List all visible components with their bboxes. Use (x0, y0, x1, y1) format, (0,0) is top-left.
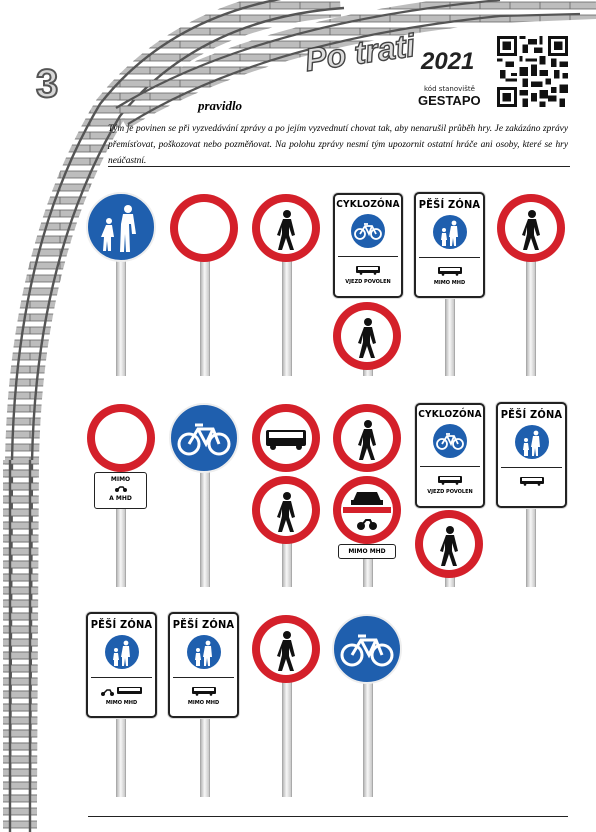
except-public-transport-label: MIMO MHD (105, 700, 138, 706)
no-pedestrians-sign (413, 508, 485, 580)
supplementary-plate (94, 472, 147, 509)
no-motor-vehicles-sign (331, 474, 403, 546)
pedestrian-zone-sign (414, 192, 485, 298)
no-pedestrians-sign (331, 300, 403, 372)
motorcycle-icon (114, 484, 128, 492)
allowed-entry-label: VJEZD POVOLEN (345, 279, 391, 285)
except-public-transport-label: MIMO MHD (433, 280, 466, 286)
bottom-divider (88, 816, 568, 817)
motorcycle-bus-icon (100, 686, 144, 696)
sign-pole (116, 505, 126, 587)
sign-pole (363, 672, 373, 797)
pedestrians-icon (186, 634, 222, 670)
except-public-transport-label: MIMO MHD (187, 700, 220, 706)
pedestrian-zone-sign (496, 402, 567, 508)
station-code: GESTAPO (418, 93, 481, 108)
no-entry-sign (85, 402, 157, 474)
sign-pole (200, 717, 210, 797)
cyclozone-heading: CYKLOZÓNA (418, 409, 482, 420)
no-pedestrians-sign (331, 402, 403, 474)
cyclozone-sign (415, 403, 485, 508)
sign-pole (116, 250, 126, 376)
pedestrian-zone-sign (168, 612, 239, 718)
pedestrian-path-sign (85, 191, 157, 263)
top-divider (108, 166, 570, 167)
sign-pole (282, 672, 292, 797)
supplementary-plate (338, 544, 396, 559)
no-pedestrians-sign (495, 192, 567, 264)
page-number: 3 (36, 62, 59, 106)
cycle-path-sign (168, 402, 240, 474)
bicycle-icon (432, 423, 468, 459)
allowed-entry-label: VJEZD POVOLEN (427, 489, 473, 495)
pedestrian-zone-heading: PĚŠÍ ZÓNA (500, 408, 563, 421)
no-entry-sign (168, 192, 240, 264)
sign-pole (200, 460, 210, 587)
pedestrians-icon (104, 634, 140, 670)
no-pedestrians-sign (250, 192, 322, 264)
bicycle-icon (350, 213, 386, 249)
rule-heading: pravidlo (198, 98, 243, 113)
sign-pole (445, 296, 455, 376)
pedestrian-zone-sign (86, 612, 157, 718)
plate-line-2: A MHD (109, 495, 132, 502)
pedestrian-zone-heading: PĚŠÍ ZÓNA (418, 198, 481, 211)
pedestrian-zone-heading: PĚŠÍ ZÓNA (172, 618, 235, 631)
qr-code-icon (497, 36, 568, 107)
cycle-path-sign (331, 613, 403, 685)
cyclozone-sign (333, 193, 403, 298)
bus-icon (437, 266, 463, 276)
bus-icon (355, 265, 381, 275)
no-buses-sign (250, 402, 322, 474)
sign-pole (526, 250, 536, 376)
station-label: kód stanoviště (424, 85, 475, 93)
cyclozone-heading: CYKLOZÓNA (336, 199, 400, 210)
title-year: 2021 (421, 48, 475, 75)
sign-pole (282, 250, 292, 376)
rule-text: Tým je povinen se při vyzvedávání zprávy a po jejím vyzvednutí chovat tak, aby nenarušil průběh hry. Je zakázáno zprávy přemísťovat, poškozovat nebo pozměňovat. Na polohu zprávy nesmí tým upozornit ostatní hráče ani osoby, které se hry neúčastní. (108, 124, 568, 166)
sign-pole (116, 717, 126, 797)
no-pedestrians-sign (250, 474, 322, 546)
pedestrians-icon (514, 424, 550, 460)
bus-icon (519, 476, 545, 486)
plate-text: MIMO MHD (348, 548, 386, 555)
page-title: Po trati (302, 27, 418, 79)
no-pedestrians-sign (250, 613, 322, 685)
bus-icon (191, 686, 217, 696)
pedestrian-zone-heading: PĚŠÍ ZÓNA (90, 618, 153, 631)
pedestrians-icon (432, 214, 468, 250)
sign-pole (200, 250, 210, 376)
bus-icon (437, 475, 463, 485)
plate-line-1: MIMO (110, 476, 131, 483)
sign-pole (526, 506, 536, 587)
sign-pole (363, 558, 373, 587)
